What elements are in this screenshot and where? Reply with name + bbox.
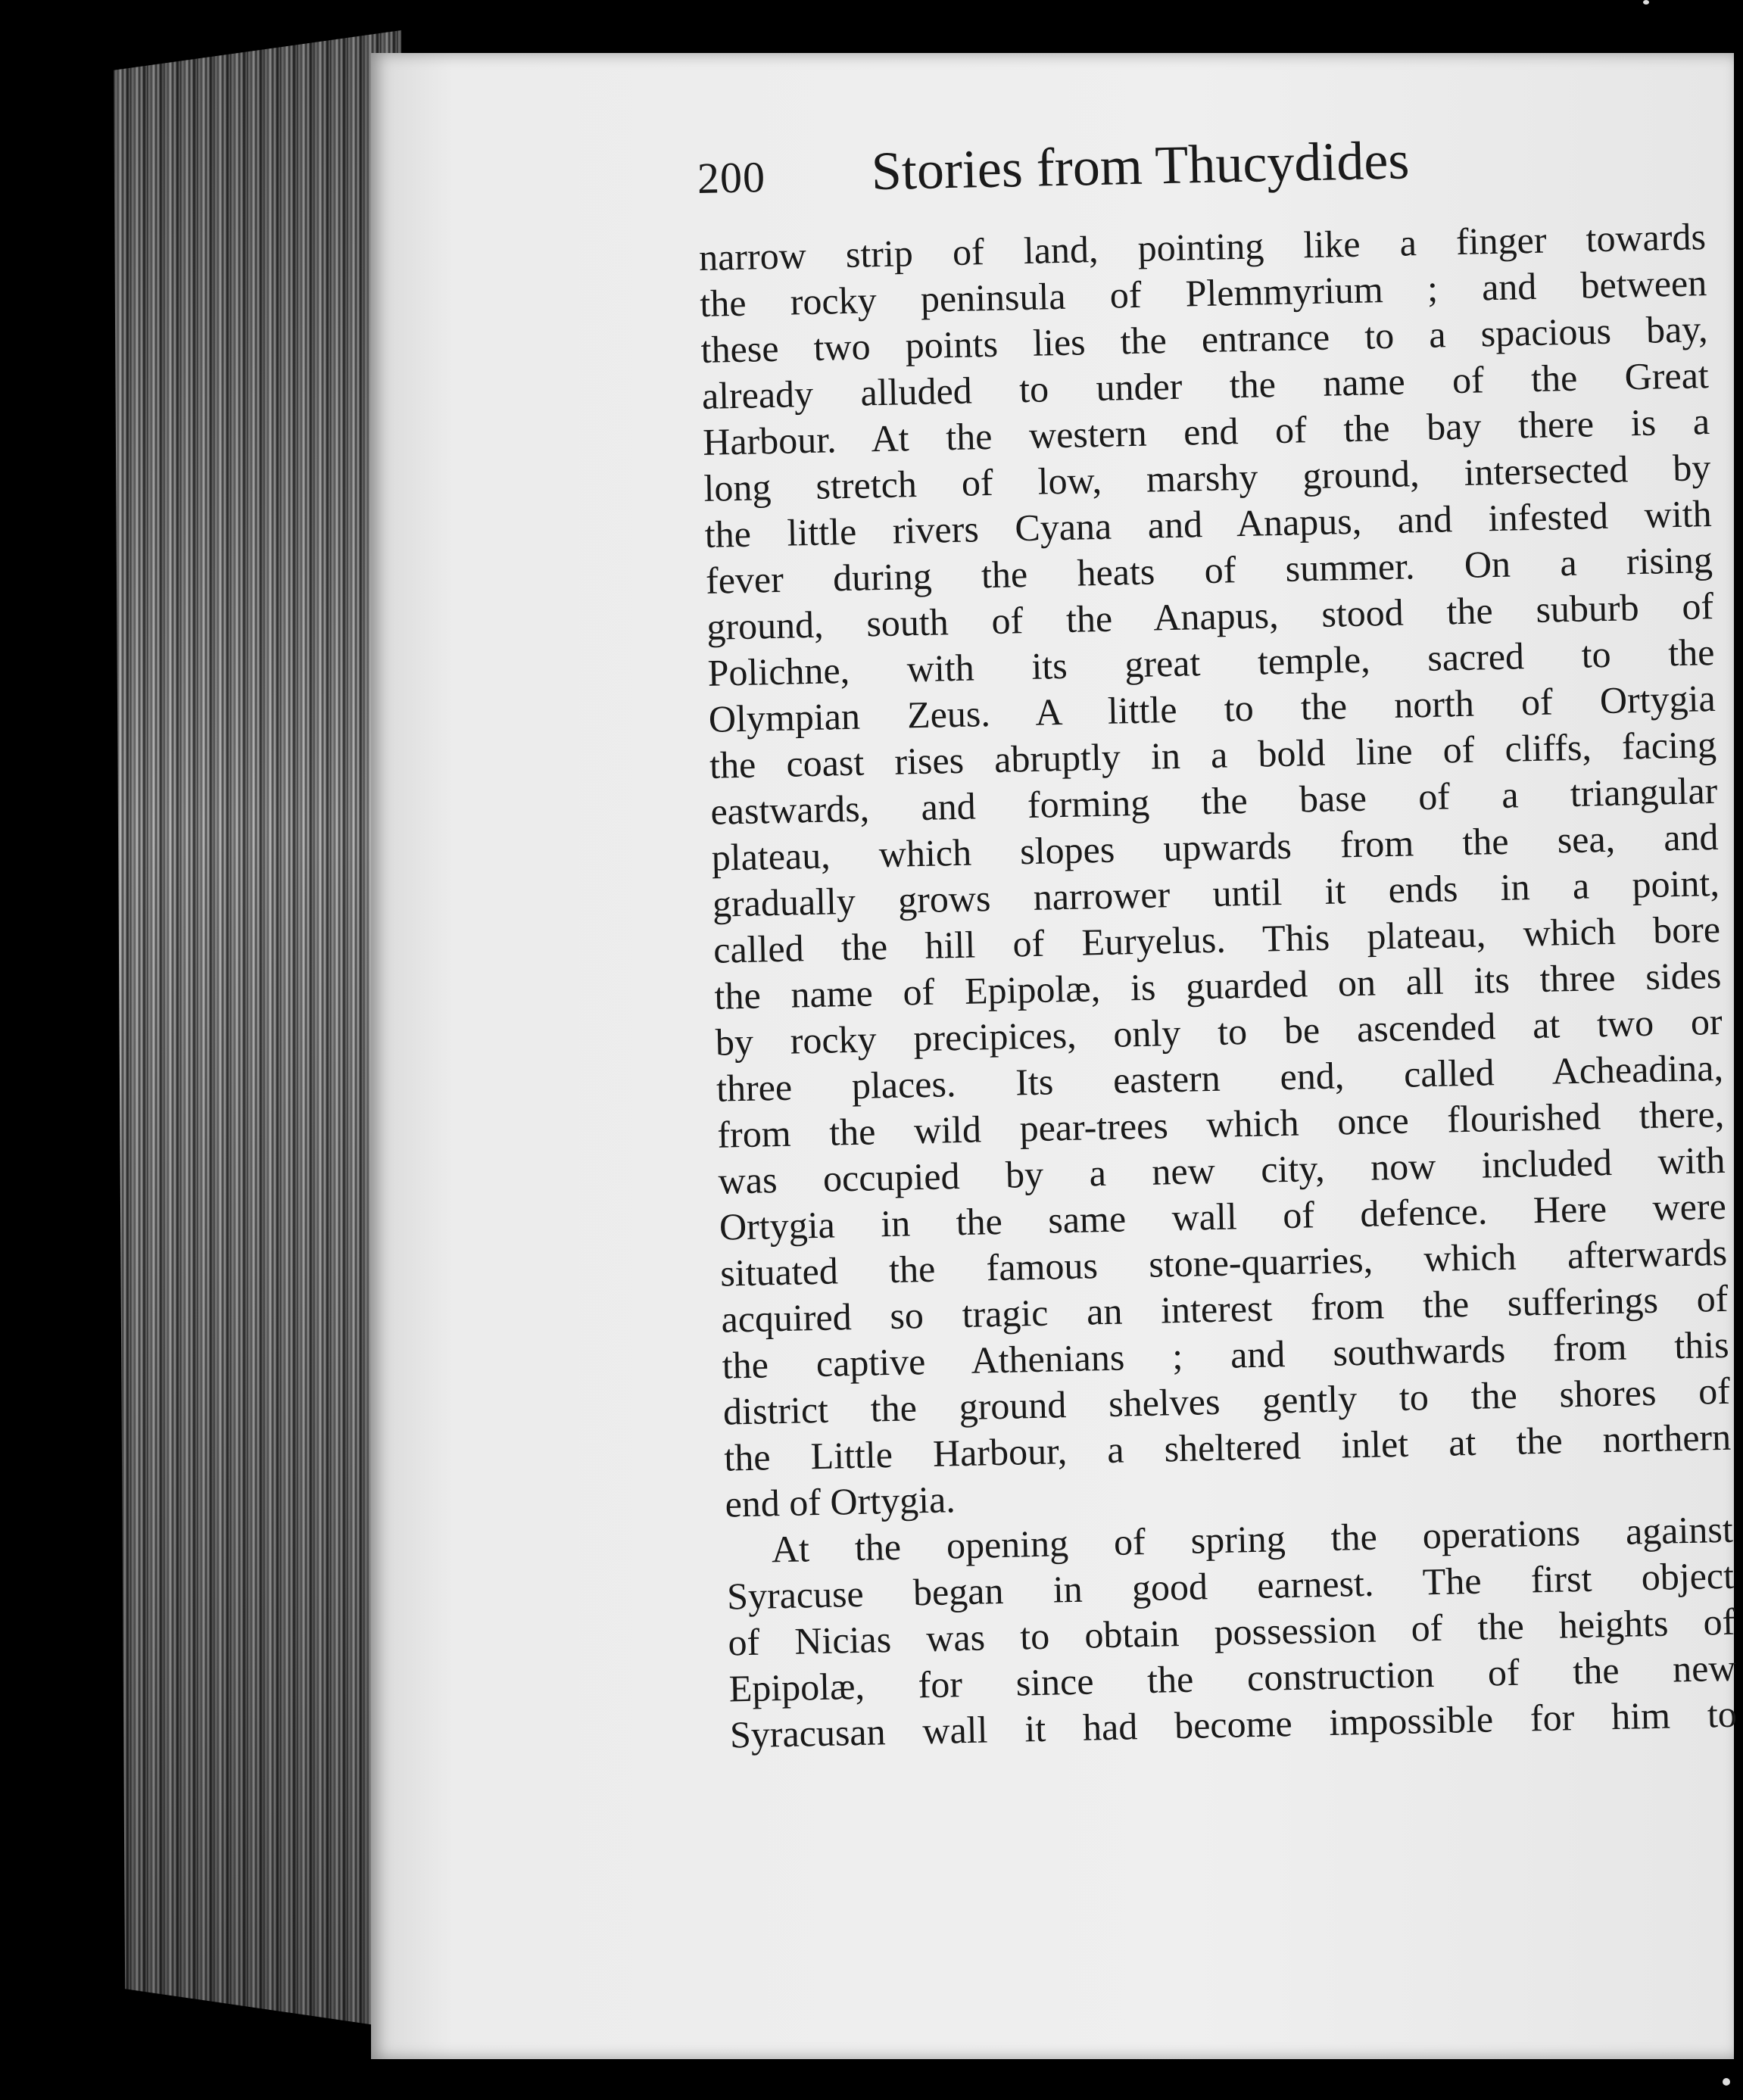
text-line: the rocky peninsula of Plemmyrium ; and between — [699, 261, 1707, 325]
text-line: was occupied by a new city, now included with — [718, 1138, 1726, 1202]
text-line: Epipolæ, for since the construction of the new — [728, 1646, 1737, 1710]
text-line: fever during the heats of summer. On a rising — [705, 538, 1713, 602]
page-edges — [114, 30, 401, 2029]
text-line: the name of Epipolæ, is guarded on all its three sides — [713, 953, 1722, 1017]
book-title: Stories from Thucydides — [870, 129, 1411, 202]
text-line: by rocky precipices, only to be ascended at two or — [715, 999, 1723, 1064]
text-line: situated the famous stone-quarries, which afterwards — [719, 1230, 1728, 1295]
text-line: called the hill of Euryelus. This plateau, which bore — [712, 907, 1721, 971]
text-line: Ortygia in the same wall of defence. Here were — [719, 1184, 1727, 1248]
text-line: the little rivers Cyana and Anapus, and infested with — [704, 492, 1713, 556]
scan-speck — [1723, 2078, 1730, 2086]
text-line: of Nicias was to obtain possession of the heights of — [727, 1600, 1735, 1664]
page-text — [697, 123, 1737, 1758]
text-line: plateau, which slopes upwards from the sea, and — [711, 815, 1720, 879]
text-line: Polichne, with its great temple, sacred to the — [707, 630, 1715, 694]
text-line: district the ground shelves gently to the shores of — [722, 1369, 1731, 1433]
text-line: Harbour. At the western end of the bay there is a — [702, 400, 1710, 463]
text-line: the Little Harbour, a sheltered inlet at the northern — [723, 1415, 1732, 1479]
body-text — [699, 213, 1738, 1758]
text-line: from the wild pear-trees which once flourished there, — [716, 1092, 1725, 1156]
text-line: ground, south of the Anapus, stood the suburb of — [706, 584, 1714, 648]
text-line: end of Ortygia. — [725, 1478, 956, 1525]
text-line: narrow strip of land, pointing like a finger towards — [698, 215, 1707, 279]
text-line: eastwards, and forming the base of a triangular — [709, 768, 1718, 833]
text-line: Syracuse began in good earnest. The first object — [726, 1553, 1735, 1618]
text-line: the captive Athenians ; and southwards from this — [722, 1323, 1730, 1387]
page-number: 200 — [697, 152, 766, 203]
text-line: these two points lies the entrance to a spacious bay, — [700, 307, 1708, 371]
text-line: the coast rises abruptly in a bold line of cliffs, facing — [709, 722, 1717, 787]
scan-speck — [1643, 0, 1649, 5]
text-line: gradually grows narrower until it ends in a point, — [712, 861, 1720, 925]
text-line: acquired so tragic an interest from the sufferings of — [720, 1276, 1729, 1341]
text-line: already alluded to under the name of the Great — [701, 354, 1710, 417]
text-line: Syracusan wall it had become impossible for him to — [729, 1692, 1738, 1756]
text-line: long stretch of low, marshy ground, intersected by — [703, 446, 1711, 509]
text-line: three places. Its eastern end, called Acheadina, — [716, 1045, 1724, 1110]
text-line: Olympian Zeus. A little to the north of Ortygia — [708, 676, 1716, 740]
text-line: At the opening of spring the operations against — [771, 1507, 1734, 1571]
